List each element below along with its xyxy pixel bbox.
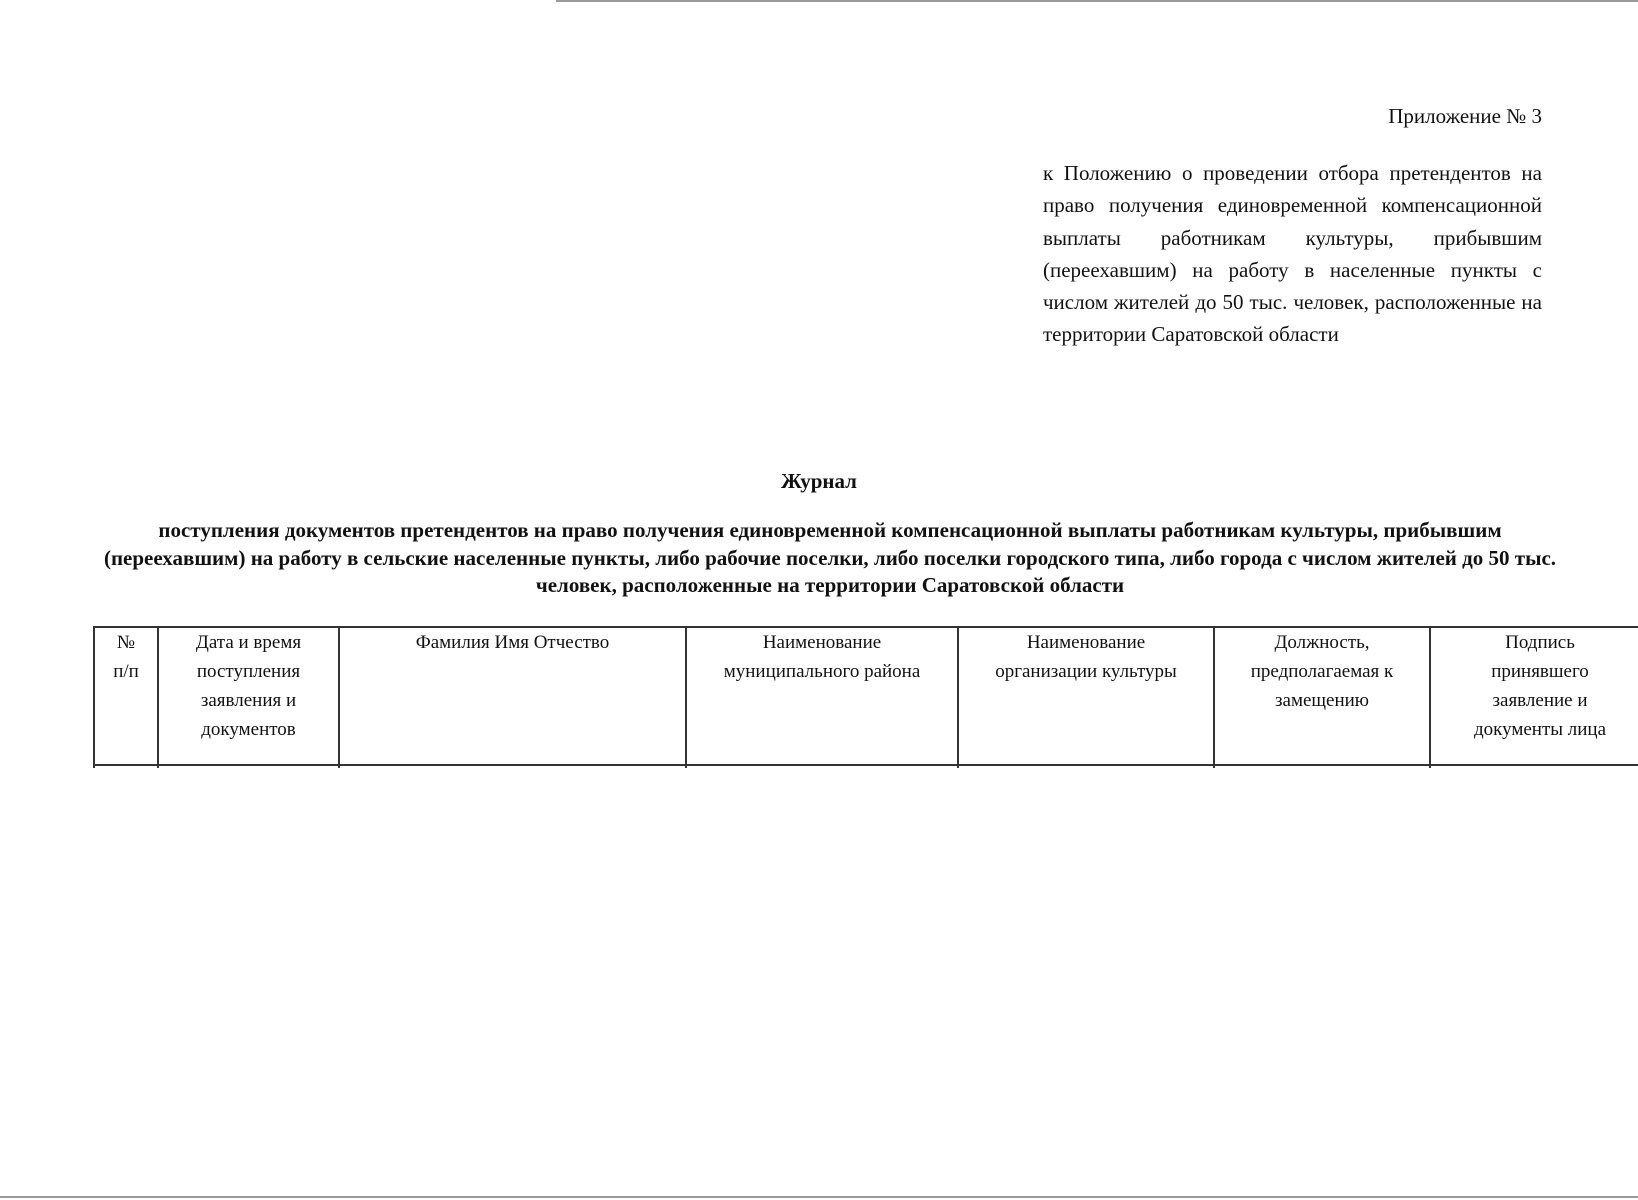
scan-edge-top xyxy=(556,0,1638,2)
header-line: Наименование xyxy=(1026,632,1146,653)
header-line: принявшего xyxy=(1491,661,1589,682)
column-header-district xyxy=(685,626,957,768)
header-line: замещению xyxy=(1275,690,1369,711)
header-line: документов xyxy=(201,719,296,740)
header-line: Наименование xyxy=(762,632,882,653)
column-header-organization xyxy=(957,626,1213,768)
document-title: Журнал xyxy=(781,469,857,493)
appendix-number: Приложение № 3 xyxy=(1388,104,1542,128)
document-subtitle: поступления документов претендентов на право получения единовременной компенсационной выплаты работникам культуры, прибывшим (переехавшим) на работу в сельские населенные пункты, либо рабочие поселки, либо поселки городского типа, либо города с числом жителей до 50 тыс. человек, расположенные на территории Саратовской области xyxy=(103,518,1557,597)
header-line: заявление и xyxy=(1492,690,1588,711)
header-line: Дата и время xyxy=(195,632,302,653)
appendix-text: к Положению о проведении отбора претендентов на право получения единовременной компенсационной выплаты работникам культуры, прибывшим (переехавшим) на работу в населенные пункты с числом жителей до 50 тыс. человек, расположенные на территории Саратовской области xyxy=(1043,161,1542,347)
column-header-number xyxy=(93,626,157,768)
header-line: документы лица xyxy=(1473,719,1607,740)
header-line: Подпись xyxy=(1505,632,1575,653)
column-header-signature xyxy=(1429,626,1638,768)
scan-edge-bottom xyxy=(0,1196,1638,1198)
column-header-position xyxy=(1213,626,1429,768)
header-line: п/п xyxy=(113,661,139,682)
header-line: Должность, xyxy=(1274,632,1370,653)
header-line: муниципального района xyxy=(723,661,921,682)
header-line: поступления xyxy=(196,661,301,682)
journal-table xyxy=(93,626,1638,768)
header-line: заявления и xyxy=(200,690,297,711)
header-line: организации культуры xyxy=(995,661,1177,682)
header-line: предполагаемая к xyxy=(1250,661,1394,682)
column-header-datetime xyxy=(157,626,338,768)
column-header-full-name xyxy=(338,626,685,768)
header-line: Фамилия Имя Отчество xyxy=(415,632,610,653)
header-line: № xyxy=(116,632,136,653)
